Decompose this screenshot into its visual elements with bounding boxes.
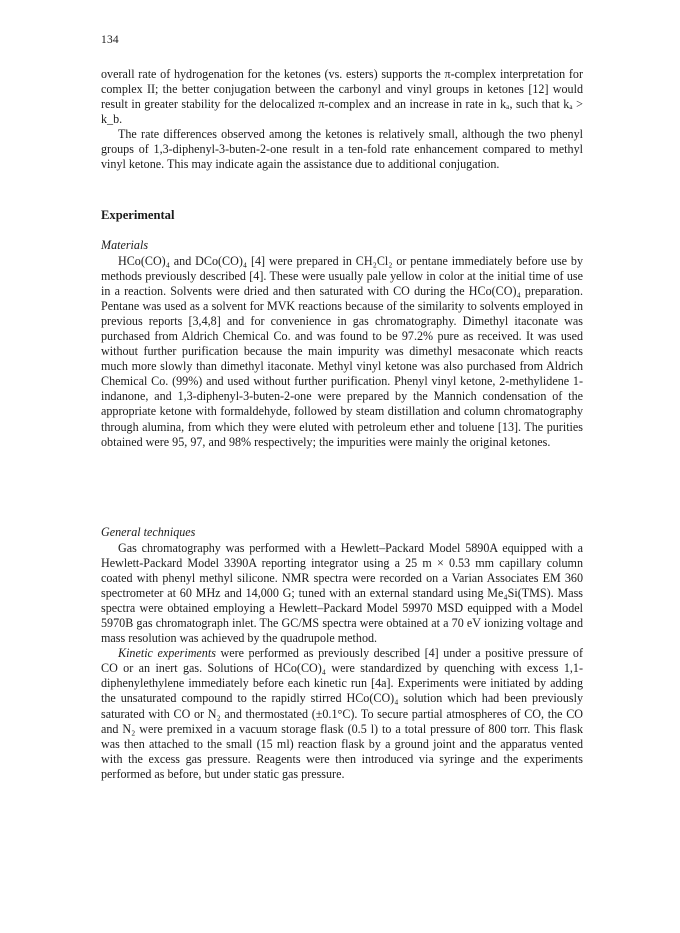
intro-paragraph-2: The rate differences observed among the ketones is relatively small, although the two phenyl groups of 1,3-diphenyl-3-buten-2-one result in a ten-fold rate enhancement compared to methyl vinyl ketone. This may indicate again the assistance due to additional conjugation.	[101, 127, 583, 172]
general-techniques-heading: General techniques	[101, 525, 196, 539]
intro-paragraph-1: overall rate of hydrogenation for the ketones (vs. esters) supports the π-complex interpretation for complex II; the better conjugation between the carbonyl and vinyl groups in ketones [12] would result in greater stability for the delocalized π-complex and an increase in rate in kₐ, such that kₐ > k_b.	[101, 67, 583, 127]
kinetic-experiments-text: were performed as previously described [4] under a positive pressure of CO or an inert gas. Solutions of HCo(CO)₄ were standardized by quenching with excess 1,1-diphenylethylene immediately before each kinetic run [4a]. Experiments were initiated by adding the unsaturated compound to the rapidly stirred HCo(CO)₄ solution which had been previously saturated with CO or N₂ and thermostated (±0.1°C). To secure partial atmospheres of CO, the CO and N₂ were premixed in a vacuum storage flask (0.5 l) to a total pressure of 800 torr. This flask was then attached to the small (15 ml) reaction flask by a ground joint and the apparatus vented with the excess gas pressure. Reagents were then introduced via syringe and the experiments performed as before, but under static gas pressure.	[101, 646, 583, 781]
general-techniques-section	[101, 541, 583, 782]
materials-paragraph: HCo(CO)₄ and DCo(CO)₄ [4] were prepared in CH₂Cl₂ or pentane immediately before use by methods previously described [4]. These were usually pale yellow in color at the initial time of use in a reaction. Solvents were dried and then saturated with CO during the HCo(CO)₄ preparation. Pentane was used as a solvent for MVK reactions because of the similarity to solvents employed in previous reports [3,4,8] and for convenience in gas chromatography. Dimethyl itaconate was purchased from Aldrich Chemical Co. and was found to be 97.2% pure as received. It was used without further purification because the main impurity was dimethyl mesaconate which reacts much more slowly than dimethyl itaconate. Methyl vinyl ketone was also purchased from Aldrich Chemical Co. (99%) and used without further purification. Phenyl vinyl ketone, 2-methylidene 1-indanone, and 1,3-diphenyl-3-buten-2-one were prepared by the Mannich condensation of the appropriate ketone with formaldehyde, followed by steam distillation and column chromatography through alumina, from which they were eluted with petroleum ether and toluene [13]. The purities obtained were 95, 97, and 98% respectively; the impurities were mainly the original ketones.	[101, 254, 583, 449]
kinetic-experiments-paragraph	[101, 646, 583, 781]
general-techniques-paragraph-1: Gas chromatography was performed with a Hewlett–Packard Model 5890A equipped with a Hewlett-Packard Model 3390A reporting integrator using a 25 m × 0.53 mm capillary column coated with phenyl methyl silicone. NMR spectra were recorded on a Varian Associates EM 360 spectrometer at 60 MHz and 14,000 G; tuned with an external standard using Me₄Si(TMS). Mass spectra were obtained employing a Hewlett–Packard Model 59970 MSD equipped with a Model 5970B gas chromatograph inlet. The GC/MS spectra were obtained at a 70 eV ionizing voltage and mass resolution was achieved by the quadrupole method.	[101, 541, 583, 646]
kinetic-experiments-lead: Kinetic experiments	[118, 646, 216, 661]
experimental-heading: Experimental	[101, 208, 175, 222]
materials-heading: Materials	[101, 238, 149, 252]
page-number: 134	[101, 34, 119, 46]
materials-section	[101, 254, 583, 450]
intro-section	[101, 67, 583, 172]
